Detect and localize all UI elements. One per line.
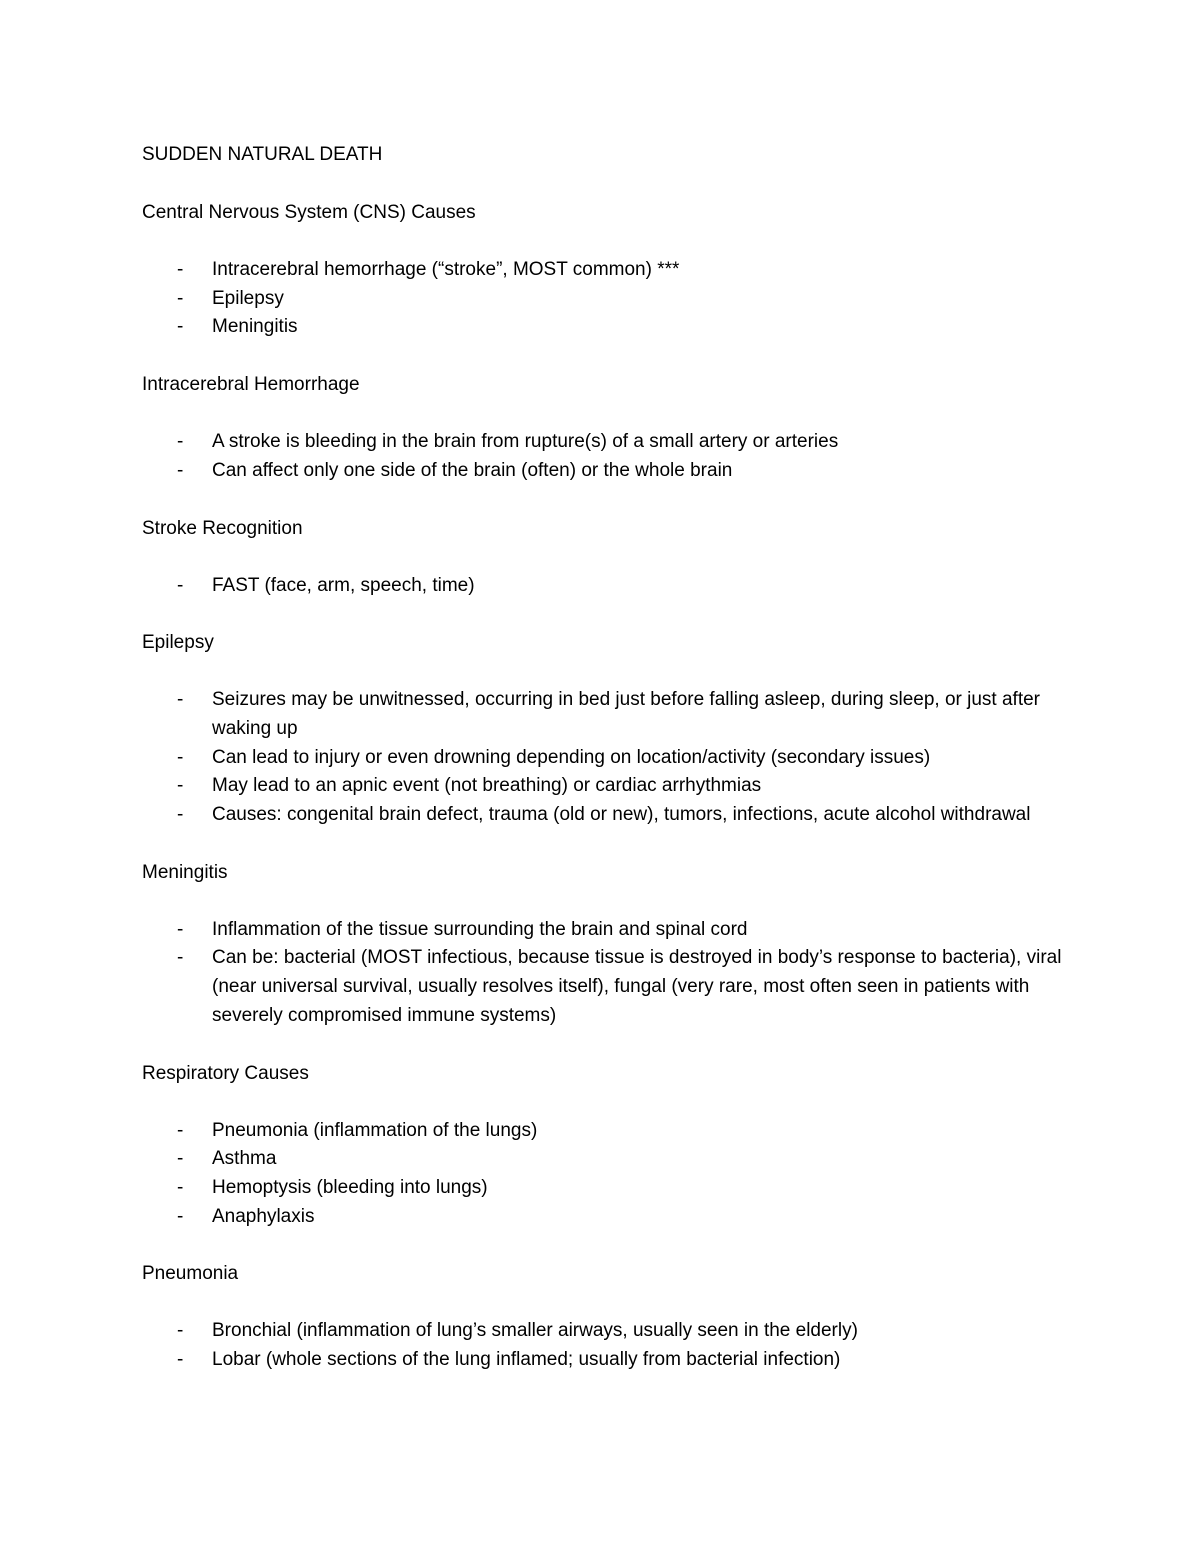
document-title: SUDDEN NATURAL DEATH <box>142 144 383 165</box>
section-heading: Stroke Recognition <box>142 517 303 539</box>
bullet-dash: - <box>177 804 184 826</box>
section-heading: Meningitis <box>142 861 228 883</box>
list-item <box>142 944 1072 1030</box>
list-item-text: Seizures may be unwitnessed, occurring in bed just before falling asleep, during sleep, or just after waking up <box>212 689 1041 739</box>
list-item <box>142 686 1072 743</box>
bullet-dash: - <box>177 1148 184 1170</box>
section-heading: Central Nervous System (CNS) Causes <box>142 202 476 223</box>
bullet-dash: - <box>177 1349 184 1371</box>
section <box>142 628 1072 830</box>
list-item-text: Meningitis <box>212 316 298 338</box>
document-sections <box>142 198 1072 1375</box>
list-item <box>142 1145 1072 1174</box>
list-item-text: A stroke is bleeding in the brain from rupture(s) of a small artery or arteries <box>212 431 839 453</box>
bullet-dash: - <box>177 1176 184 1198</box>
list-item <box>142 256 1072 285</box>
bullet-list <box>142 256 1072 342</box>
bullet-list <box>142 1317 1072 1374</box>
document-page <box>142 140 1072 1403</box>
list-item <box>142 285 1072 314</box>
list-item-text: Anaphylaxis <box>212 1205 315 1227</box>
list-item-text: Causes: congenital brain defect, trauma (old or new), tumors, infections, acute alcohol withdrawal <box>212 804 1031 826</box>
list-item <box>142 1117 1072 1146</box>
bullet-dash: - <box>177 775 184 797</box>
list-item-text: Bronchial (inflammation of lung’s smaller airways, usually seen in the elderly) <box>212 1320 858 1342</box>
bullet-list <box>142 428 1072 485</box>
list-item-text: Hemoptysis (bleeding into lungs) <box>212 1176 488 1198</box>
bullet-dash: - <box>177 918 184 940</box>
section-heading: Pneumonia <box>142 1263 239 1285</box>
list-item-text: Lobar (whole sections of the lung inflamed; usually from bacterial infection) <box>212 1349 841 1371</box>
bullet-list <box>142 916 1072 1031</box>
section <box>142 198 1072 342</box>
list-item <box>142 1317 1072 1346</box>
list-item <box>142 772 1072 801</box>
list-item-text: Can lead to injury or even drowning depending on location/activity (secondary issues) <box>212 746 931 768</box>
list-item <box>142 1203 1072 1232</box>
bullet-dash: - <box>177 459 184 481</box>
bullet-dash: - <box>177 1320 184 1342</box>
bullet-dash: - <box>177 431 184 453</box>
list-item <box>142 428 1072 457</box>
bullet-dash: - <box>177 574 184 596</box>
list-item-text: Intracerebral hemorrhage (“stroke”, MOST common) *** <box>212 259 680 280</box>
section <box>142 370 1072 485</box>
list-item <box>142 916 1072 945</box>
bullet-dash: - <box>177 1205 184 1227</box>
section <box>142 858 1072 1031</box>
bullet-dash: - <box>177 689 184 711</box>
bullet-dash: - <box>177 947 184 969</box>
list-item <box>142 744 1072 773</box>
bullet-dash: - <box>177 316 184 338</box>
section <box>142 1259 1072 1374</box>
list-item-text: May lead to an apnic event (not breathing) or cardiac arrhythmias <box>212 775 762 797</box>
bullet-list <box>142 686 1072 830</box>
list-item <box>142 1174 1072 1203</box>
list-item <box>142 457 1072 486</box>
bullet-list <box>142 572 1072 601</box>
list-item <box>142 572 1072 601</box>
list-item-text: Epilepsy <box>212 287 284 309</box>
list-item-text: Can be: bacterial (MOST infectious, because tissue is destroyed in body’s response to bacteria), viral (near universal survival, usually resolves itself), fungal (very rare, most often seen in patients with severely compromised immune systems) <box>212 947 1062 1026</box>
section <box>142 514 1072 601</box>
bullet-dash: - <box>177 1119 184 1141</box>
list-item-text: FAST (face, arm, speech, time) <box>212 574 475 596</box>
list-item <box>142 801 1072 830</box>
bullet-list <box>142 1117 1072 1232</box>
list-item-text: Can affect only one side of the brain (often) or the whole brain <box>212 459 733 481</box>
list-item-text: Asthma <box>212 1148 277 1170</box>
bullet-dash: - <box>177 287 184 309</box>
section <box>142 1059 1072 1232</box>
section-heading: Respiratory Causes <box>142 1062 309 1084</box>
section-heading: Intracerebral Hemorrhage <box>142 374 360 396</box>
list-item-text: Inflammation of the tissue surrounding the brain and spinal cord <box>212 918 748 940</box>
bullet-dash: - <box>177 746 184 768</box>
list-item <box>142 1346 1072 1375</box>
list-item <box>142 313 1072 342</box>
bullet-dash: - <box>177 259 184 280</box>
list-item-text: Pneumonia (inflammation of the lungs) <box>212 1119 538 1141</box>
section-heading: Epilepsy <box>142 632 214 654</box>
